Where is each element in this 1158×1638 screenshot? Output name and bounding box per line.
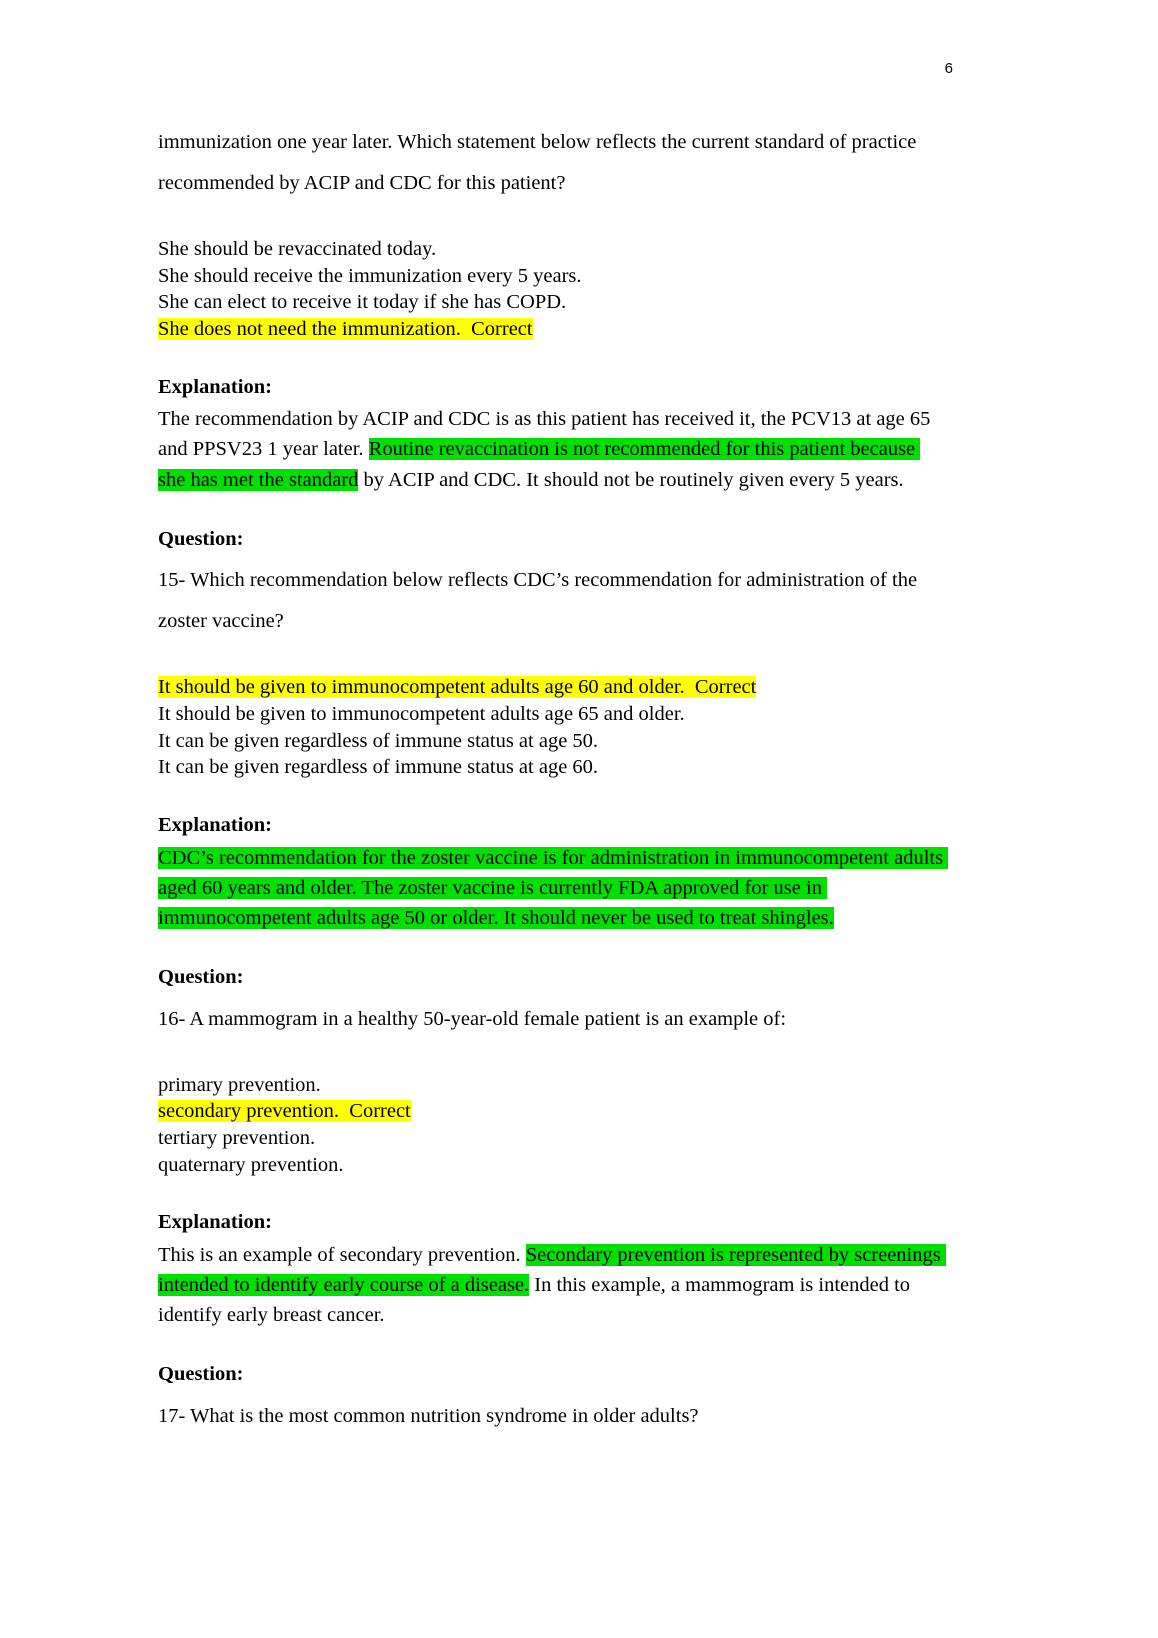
- answer-option: quaternary prevention.: [158, 1153, 344, 1176]
- qa-block-17: [158, 1360, 946, 1437]
- explanation-segment: In this example, a mammogram is intended to identify early breast cancer.: [158, 1274, 916, 1327]
- answer-option: It should be given to immunocompetent adults age 65 and older.: [158, 703, 685, 726]
- qa-block-16: [158, 963, 946, 1330]
- page-number: 6: [944, 60, 953, 77]
- explanation-heading: Explanation:: [158, 375, 272, 398]
- explanation-segment: by ACIP and CDC. It should not be routinely given every 5 years.: [358, 468, 904, 491]
- answer-option: She should be revaccinated today.: [158, 238, 437, 260]
- answer-options: [158, 1072, 946, 1179]
- question-heading: Question:: [158, 527, 244, 550]
- qa-block-14: [158, 122, 946, 495]
- explanation-highlight: Secondary prevention is represented by screenings intended to identify early course of a disease.: [158, 1244, 946, 1297]
- answer-option: She can elect to receive it today if she has COPD.: [158, 291, 567, 314]
- answer-option: It can be given regardless of immune status at age 60.: [158, 756, 599, 779]
- question-text: 15- Which recommendation below reflects CDC’s recommendation for administration of the zoster vaccine?: [158, 569, 923, 633]
- answer-option: primary prevention.: [158, 1073, 321, 1096]
- answer-options: [158, 236, 946, 343]
- explanation-highlight: CDC’s recommendation for the zoster vaccine is for administration in immunocompetent adults aged 60 years and older. The zoster vaccine is currently FDA approved for use in immunocompetent adults age 50 or older. It should never be used to treat shingles.: [158, 846, 949, 929]
- qa-block-15: [158, 525, 949, 933]
- explanation-segment: This is an example of secondary prevention.: [158, 1244, 526, 1267]
- explanation-text: [158, 1240, 946, 1330]
- answer-options: [158, 674, 946, 781]
- question-heading: Question:: [158, 966, 244, 989]
- explanation-highlight: Routine revaccination is not recommended for this patient because she has met the standard: [158, 438, 921, 491]
- page-content: [158, 116, 949, 1437]
- answer-option-correct: It should be given to immunocompetent adults age 60 and older. Correct: [158, 676, 757, 699]
- explanation-heading: Explanation:: [158, 813, 272, 836]
- answer-option-correct: secondary prevention. Correct: [158, 1100, 411, 1123]
- explanation-heading: Explanation:: [158, 1211, 272, 1234]
- question-text: 16- A mammogram in a healthy 50-year-old female patient is an example of:: [158, 1007, 787, 1030]
- explanation-text: [158, 404, 946, 494]
- question-text: 17- What is the most common nutrition syndrome in older adults?: [158, 1405, 699, 1428]
- question-heading: Question:: [158, 1363, 244, 1386]
- answer-option: tertiary prevention.: [158, 1127, 316, 1150]
- answer-option-correct: She does not need the immunization. Correct: [158, 317, 533, 340]
- explanation-text: [158, 843, 949, 933]
- answer-option: It can be given regardless of immune status at age 50.: [158, 729, 599, 752]
- question-text-continued: immunization one year later. Which statement below reflects the current standard of practice recommended by ACIP and CDC for this patient?: [158, 131, 922, 194]
- explanation-segment: The recommendation by ACIP and CDC is as this patient has received it, the PCV13 at age 65 and PPSV23 1 year later.: [158, 408, 936, 461]
- answer-option: She should receive the immunization every 5 years.: [158, 264, 582, 287]
